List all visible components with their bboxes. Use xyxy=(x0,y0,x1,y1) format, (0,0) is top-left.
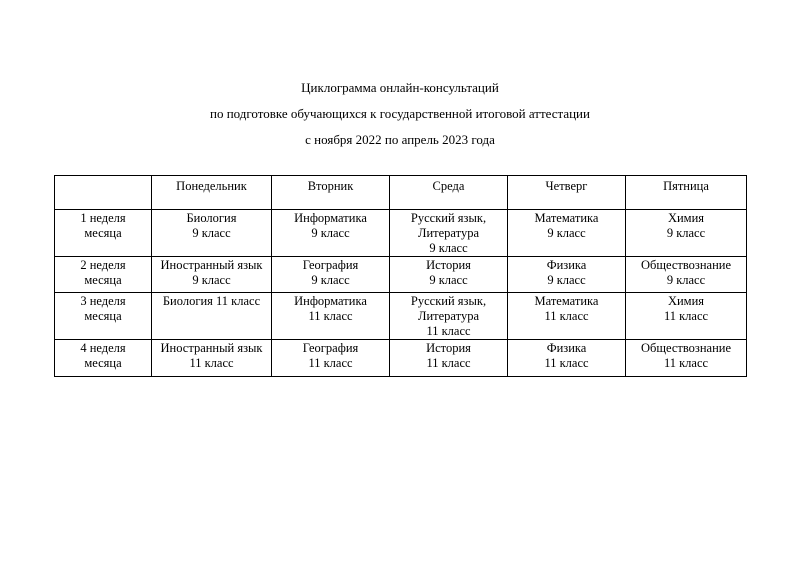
cell-text: 9 класс xyxy=(547,226,586,240)
day-header-monday: Понедельник xyxy=(152,176,272,210)
schedule-cell xyxy=(152,293,272,340)
schedule-cell xyxy=(272,257,390,293)
day-header-tuesday: Вторник xyxy=(272,176,390,210)
cell-text: Физика xyxy=(546,258,587,272)
cell-text: 9 класс xyxy=(192,226,231,240)
schedule-cell xyxy=(626,293,747,340)
schedule-cell xyxy=(626,340,747,377)
cell-text: 11 класс xyxy=(544,356,589,370)
cell-text: История xyxy=(426,258,471,272)
day-header-friday: Пятница xyxy=(626,176,747,210)
schedule-cell xyxy=(508,340,626,377)
week-cell xyxy=(55,257,152,293)
cell-text: 9 класс xyxy=(666,273,706,287)
cell-text: 11 класс xyxy=(189,356,234,370)
table-row xyxy=(55,340,747,377)
cell-text: История xyxy=(426,341,471,355)
document-title xyxy=(0,80,800,158)
cell-text: Математика xyxy=(534,211,599,225)
schedule-cell xyxy=(508,210,626,257)
cell-text: Информатика xyxy=(294,211,367,225)
title-line-3: с ноября 2022 по апрель 2023 года xyxy=(305,132,495,147)
schedule-cell xyxy=(390,293,508,340)
cell-text: 9 класс xyxy=(666,226,706,240)
cell-text: 9 класс xyxy=(311,273,350,287)
cell-text: 11 класс xyxy=(544,309,589,323)
schedule-cell xyxy=(272,210,390,257)
schedule-table xyxy=(54,175,747,377)
cell-text: Русский язык, xyxy=(410,294,487,308)
schedule-cell xyxy=(152,340,272,377)
schedule-cell xyxy=(272,340,390,377)
cell-text: 9 класс xyxy=(429,241,468,255)
table-row xyxy=(55,210,747,257)
week-label: месяца xyxy=(84,273,122,287)
cell-text: 9 класс xyxy=(311,226,350,240)
week-cell xyxy=(55,340,152,377)
cell-text: 11 класс xyxy=(308,356,353,370)
cell-text: 11 класс xyxy=(308,309,353,323)
cell-text: Обществознание xyxy=(640,258,732,272)
cell-text: 11 класс xyxy=(663,309,709,323)
schedule-cell xyxy=(626,210,747,257)
title-line-1: Циклограмма онлайн-консультаций xyxy=(301,80,499,95)
schedule-cell xyxy=(508,257,626,293)
cell-text: Обществознание xyxy=(640,341,732,355)
cell-text: Химия xyxy=(667,294,705,308)
day-header-wednesday: Среда xyxy=(390,176,508,210)
week-label: 4 неделя xyxy=(80,341,126,355)
schedule-cell xyxy=(626,257,747,293)
cell-text: 9 класс xyxy=(429,273,468,287)
schedule-cell xyxy=(152,257,272,293)
cell-text: Литература xyxy=(418,226,479,240)
title-line-2: по подготовке обучающихся к государственной итоговой аттестации xyxy=(210,106,590,121)
day-header-thursday: Четверг xyxy=(508,176,626,210)
cell-text: Биология xyxy=(186,211,237,225)
cell-text: Химия xyxy=(667,211,705,225)
table-row xyxy=(55,257,747,293)
cell-text: Физика xyxy=(546,341,587,355)
cell-text: Математика xyxy=(534,294,599,308)
cell-text: Литература xyxy=(418,309,479,323)
week-label: месяца xyxy=(84,309,122,323)
header-row xyxy=(55,176,747,210)
cell-text: Иностранный язык xyxy=(160,258,263,272)
week-cell xyxy=(55,210,152,257)
schedule-cell xyxy=(272,293,390,340)
week-label: месяца xyxy=(84,356,122,370)
schedule-cell xyxy=(508,293,626,340)
week-label: 1 неделя xyxy=(80,211,126,225)
week-label: 2 неделя xyxy=(80,258,126,272)
cell-text: Иностранный язык xyxy=(160,341,263,355)
week-label: 3 неделя xyxy=(80,294,126,308)
week-cell xyxy=(55,293,152,340)
cell-text: Биология 11 класс xyxy=(162,294,261,308)
cell-text: 9 класс xyxy=(192,273,231,287)
cell-text: География xyxy=(302,341,359,355)
week-label: месяца xyxy=(84,226,122,240)
cell-text: 11 класс xyxy=(426,324,471,338)
cell-text: 11 класс xyxy=(663,356,709,370)
cell-text: География xyxy=(302,258,359,272)
schedule-cell xyxy=(152,210,272,257)
cell-text: Информатика xyxy=(294,294,367,308)
schedule-cell xyxy=(390,210,508,257)
corner-cell xyxy=(55,176,152,210)
schedule-cell xyxy=(390,257,508,293)
cell-text: Русский язык, xyxy=(410,211,487,225)
schedule-cell xyxy=(390,340,508,377)
cell-text: 11 класс xyxy=(426,356,471,370)
cell-text: 9 класс xyxy=(547,273,586,287)
table-row xyxy=(55,293,747,340)
